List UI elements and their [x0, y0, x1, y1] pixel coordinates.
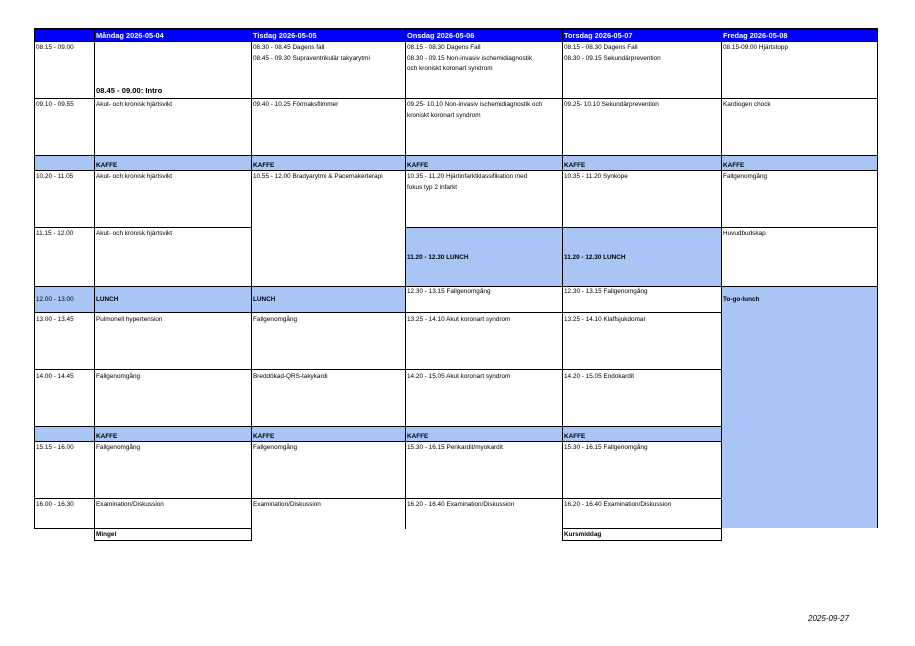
tuesday-session: 08.30 - 08.45 Dagens fall: [253, 44, 325, 51]
wednesday-session: 12.30 - 13.15 Fallgenomgång: [407, 288, 491, 295]
monday-session: Akut- och kronisk hjärtsvikt: [96, 230, 173, 237]
wednesday-lunch: 11.20 - 12.30 LUNCH: [407, 254, 469, 261]
kaffe-label: KAFFE: [253, 162, 275, 169]
header-thursday: Torsdag 2026-05-07: [562, 30, 721, 41]
time-slot: 16.00 - 16.30: [36, 501, 74, 508]
grid-line: [562, 528, 721, 529]
kaffe-label: KAFFE: [564, 162, 586, 169]
tuesday-lunch: LUNCH: [253, 296, 276, 303]
kaffe-label: KAFFE: [723, 162, 745, 169]
time-slot: 08.15 - 09.00: [36, 44, 74, 51]
wednesday-session: 14.20 - 15.05 Akut koronart syndrom: [407, 373, 511, 380]
kaffe-row-2: [34, 426, 721, 441]
thursday-session: 08.30 - 09.15 Sekundärprevention: [564, 54, 661, 62]
tuesday-session: 08.45 - 09.30 Supraventrikulär takyarytmi: [253, 54, 370, 62]
time-slot: 14.00 - 14.45: [36, 373, 74, 380]
grid-line: [34, 28, 878, 30]
header-wednesday: Onsdag 2026-05-06: [405, 30, 562, 41]
grid-line: [94, 540, 251, 541]
grid-line: [34, 312, 721, 313]
kaffe-label: KAFFE: [407, 162, 429, 169]
grid-line: [562, 540, 721, 541]
tuesday-session: Fallgenomgång: [253, 444, 298, 451]
monday-session: Pulmonell hypertension: [96, 316, 163, 323]
wednesday-session: 15.30 - 16.15 Perikardit/myokardit: [407, 444, 503, 451]
wednesday-session: fokus typ 2 infarkt: [407, 183, 458, 191]
grid-line: [94, 28, 95, 541]
tuesday-session: Breddökad-QRS-takykardi: [253, 373, 328, 380]
thursday-lunch: 11.20 - 12.30 LUNCH: [564, 254, 626, 261]
monday-lunch: LUNCH: [96, 296, 119, 303]
grid-line: [405, 227, 878, 228]
wednesday-session: 16.20 - 16.40 Examination/Diskussion: [407, 501, 515, 508]
grid-line: [34, 528, 251, 529]
thursday-session: 12.30 - 13.15 Fallgenomgång: [564, 288, 648, 295]
time-slot: 10.20 - 11.05: [36, 173, 74, 180]
wednesday-session: och kroniskt koronart syndrom: [407, 65, 493, 72]
grid-line: [721, 28, 722, 541]
thursday-session: 09.25- 10.10 Sekundärprevention: [564, 101, 659, 108]
tuesday-session: Examination/Diskussion: [253, 501, 321, 508]
kaffe-label: KAFFE: [96, 162, 118, 169]
grid-line: [34, 28, 35, 529]
monday-session: Examination/Diskussion: [96, 501, 164, 508]
time-slot: 13.00 - 13.45: [36, 316, 74, 323]
monday-mingel: Mingel: [96, 531, 117, 538]
grid-line: [34, 426, 721, 427]
wednesday-session: 10.35 - 11.20 Hjärtinfarktklassifikation med: [407, 173, 528, 180]
friday-session: Huvudbudskap: [723, 230, 766, 237]
kaffe-row-1: [34, 155, 878, 170]
wednesday-session: 08.30 - 09.15 Non-invasiv ischemidiagnostik: [407, 54, 533, 62]
schedule-table: [34, 28, 878, 542]
monday-session: Akut- och kronisk hjärtsvikt: [96, 173, 173, 180]
tuesday-session: 10.55 - 12.00 Bradyarytmi & Pacemakerterapi: [253, 173, 383, 180]
kaffe-label: KAFFE: [96, 433, 118, 440]
header-friday: Fredag 2026-05-08: [721, 30, 878, 41]
header-time: [34, 30, 94, 41]
wednesday-session: kroniskt koronart syndrom: [407, 111, 481, 119]
grid-line: [34, 41, 878, 42]
grid-line: [34, 155, 878, 156]
monday-session: Fallgenomgång: [96, 444, 141, 451]
friday-lunch: To-go-lunch: [723, 296, 760, 303]
friday-session: Kardiogen chock: [723, 101, 771, 108]
tuesday-session: 09.40 - 10.25 Förmaksflimmer: [253, 101, 339, 108]
thursday-session: 13.25 - 14.10 Klaffsjukdomar: [564, 316, 646, 323]
grid-line: [562, 28, 563, 541]
header-monday: Måndag 2026-05-04: [94, 30, 251, 41]
monday-session: Fallgenomgång: [96, 373, 141, 380]
monday-intro: 08.45 - 09.00: Intro: [96, 86, 163, 95]
grid-line: [877, 28, 878, 528]
grid-line: [34, 98, 878, 99]
kaffe-label: KAFFE: [564, 433, 586, 440]
grid-line: [34, 441, 721, 442]
thursday-session: 08.15 - 08.30 Dagens Fall: [564, 44, 638, 51]
wednesday-session: 08.15 - 08.30 Dagens Fall: [407, 44, 481, 51]
thursday-session: 16.20 - 16.40 Examination/Diskussion: [564, 501, 672, 508]
kaffe-label: KAFFE: [407, 433, 429, 440]
friday-session: Fallgenomgång: [723, 173, 768, 180]
grid-line: [251, 28, 252, 541]
grid-line: [34, 498, 721, 499]
monday-session: Akut- och kronisk hjärtsvikt: [96, 101, 173, 108]
tuesday-session: Fallgenomgång: [253, 316, 298, 323]
header-tuesday: Tisdag 2026-05-05: [251, 30, 405, 41]
thursday-session: 15.30 - 16.15 Fallgenomgång: [564, 444, 648, 451]
wednesday-session: 13.25 - 14.10 Akut koronart syndrom: [407, 316, 511, 323]
time-slot: 15.15 - 16.00: [36, 444, 74, 451]
time-slot: 12.00 - 13.00: [36, 296, 74, 303]
thursday-session: 14.20 - 15.05 Endokardit: [564, 373, 634, 380]
time-slot: 11.15 - 12.00: [36, 230, 74, 237]
grid-line: [34, 286, 878, 287]
grid-line: [34, 170, 878, 171]
kaffe-label: KAFFE: [253, 433, 275, 440]
footer-date: 2025-09-27: [808, 614, 849, 623]
friday-lunch-block: [721, 286, 878, 528]
friday-session: 08.15-09.00 Hjärtstopp: [723, 44, 789, 51]
grid-line: [34, 227, 251, 228]
thursday-session: 10.35 - 11.20 Synkope: [564, 173, 628, 180]
wednesday-session: 09.25- 10.10 Non-invasiv ischemidiagnostik och: [407, 101, 543, 108]
thursday-kursmiddag: Kursmiddag: [564, 531, 602, 538]
grid-line: [34, 369, 721, 370]
grid-line: [405, 28, 406, 529]
time-slot: 09.10 - 09.55: [36, 101, 74, 108]
